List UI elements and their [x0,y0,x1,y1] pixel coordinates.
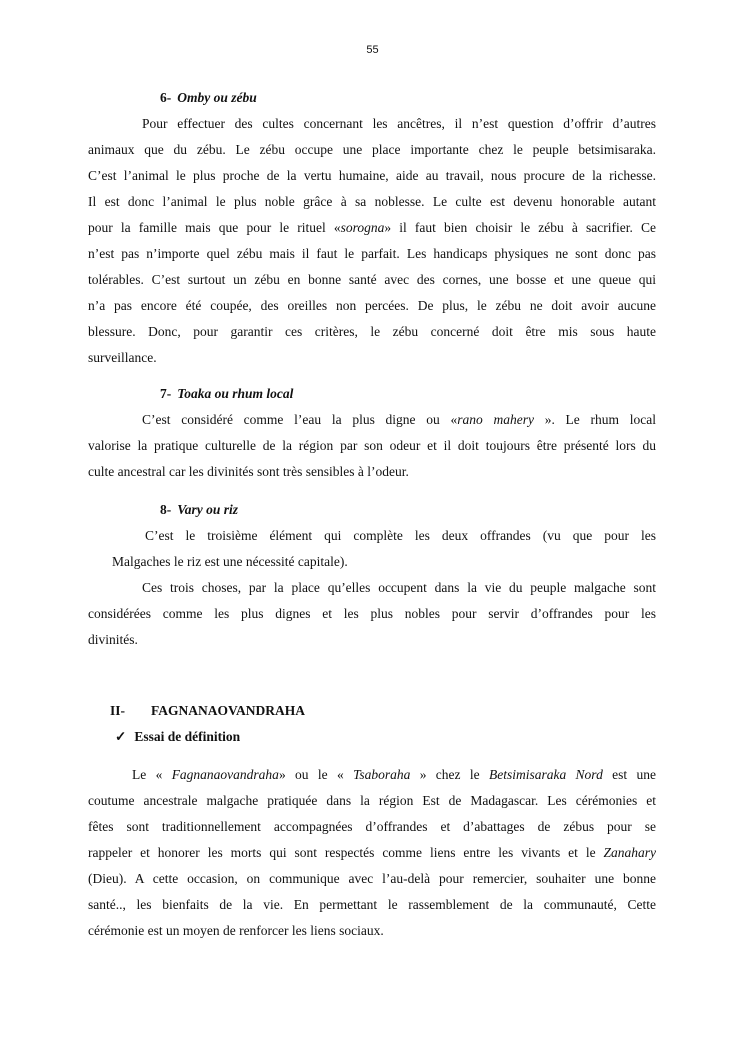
paragraph-line: tolérables. C’est surtout un zébu en bonne santé avec des cornes, une bosse et une queue qui [88,272,656,287]
paragraph-line: culte ancestral car les divinités sont très sensibles à l’odeur. [88,464,409,479]
section-6-number: 6- [160,90,172,105]
section-8-number: 8- [160,502,172,517]
text-run: » ou le « [278,767,354,782]
checkmark-icon: ✓ [115,729,127,744]
italic-term: Betsimisaraka Nord [488,767,603,782]
section-7-heading [160,386,293,402]
section-7-paragraph [88,407,656,485]
paragraph-line: (Dieu). A cette occasion, on communique avec l’au-delà pour remercier, souhaiter une bonne [88,871,656,886]
paragraph-line: coutume ancestrale malgache pratiquée dans la région Est de Madagascar. Les cérémonies et [88,793,656,808]
paragraph-line: Il est donc l’animal le plus noble grâce à sa noblesse. Le culte est devenu honorable autant [88,194,656,209]
part-2-title: FAGNANAOVANDRAHA [151,703,306,718]
text-run: C’est considéré comme l’eau la plus digne ou « [142,412,458,427]
italic-term: Zanahary [603,845,656,860]
text-run: » il faut bien choisir le zébu à sacrifier. Ce [384,220,656,235]
paragraph-line: surveillance. [88,350,157,365]
italic-term: Fagnanaovandraha [171,767,279,782]
text-run: rappeler et honorer les morts qui sont respectés comme liens entre les vivants et le [88,845,604,860]
section-6-title: Omby ou zébu [177,90,257,105]
paragraph-line: santé.., les bienfaits de la vie. En permettant le rassemblement de la communauté, Cette [88,897,656,912]
italic-term: sorogna [340,220,385,235]
section-8-paragraph [88,523,656,653]
definition-subheading [115,729,240,745]
section-8-title: Vary ou riz [177,502,239,517]
paragraph-line: blessure. Donc, pour garantir ces critères, le zébu concerné doit être mis sous haute [88,324,656,339]
paragraph-line: Malgaches le riz est une nécessité capitale). [112,554,348,569]
subheading-text: Essai de définition [134,729,241,744]
paragraph-line [88,840,656,866]
page-number: 55 [366,44,379,56]
paragraph-line [88,215,656,241]
text-run: est une [602,767,657,782]
text-run: » chez le [410,767,489,782]
text-run: Le « [132,767,172,782]
paragraph-line: animaux que du zébu. Le zébu occupe une place importante chez le peuple betsimisaraka. [88,142,656,157]
part-2-number: II- [110,703,126,718]
paragraph-line: n’a pas encore été coupée, des oreilles non percées. De plus, le zébu ne doit avoir aucune [88,298,656,313]
paragraph-line: C’est le troisième élément qui complète les deux offrandes (vu que pour les [145,528,656,543]
italic-term: Tsaboraha [353,767,411,782]
paragraph-line [88,762,656,788]
paragraph-line [88,407,656,433]
paragraph-line: fêtes sont traditionnellement accompagnées d’offrandes et d’abattages de zébus pour se [88,819,656,834]
paragraph-line: cérémonie est un moyen de renforcer les liens sociaux. [88,923,384,938]
section-7-title: Toaka ou rhum local [177,386,294,401]
section-7-number: 7- [160,386,172,401]
paragraph-line: n’est pas n’importe quel zébu mais il faut le parfait. Les handicaps physiques ne sont donc pas [88,246,656,261]
paragraph-line: valorise la pratique culturelle de la région par son odeur et il doit toujours être présenté lors du [88,438,656,453]
text-run: ». Le rhum local [533,412,656,427]
paragraph-line: Pour effectuer des cultes concernant les ancêtres, il n’est question d’offrir d’autres [142,116,656,131]
italic-term: rano mahery [457,412,534,427]
section-6-heading [160,90,257,106]
definition-paragraph [88,762,656,944]
paragraph-line: divinités. [88,632,138,647]
paragraph-line: Ces trois choses, par la place qu’elles occupent dans la vie du peuple malgache sont [142,580,656,595]
paragraph-line: considérées comme les plus dignes et les plus nobles pour servir d’offrandes pour les [88,606,656,621]
paragraph-line: C’est l’animal le plus proche de la vertu humaine, aide au travail, nous procure de la richesse. [88,168,656,183]
part-2-heading [110,703,305,719]
section-6-paragraph [88,111,656,371]
section-8-heading [160,502,238,518]
text-run: pour la famille mais que pour le rituel « [88,220,341,235]
